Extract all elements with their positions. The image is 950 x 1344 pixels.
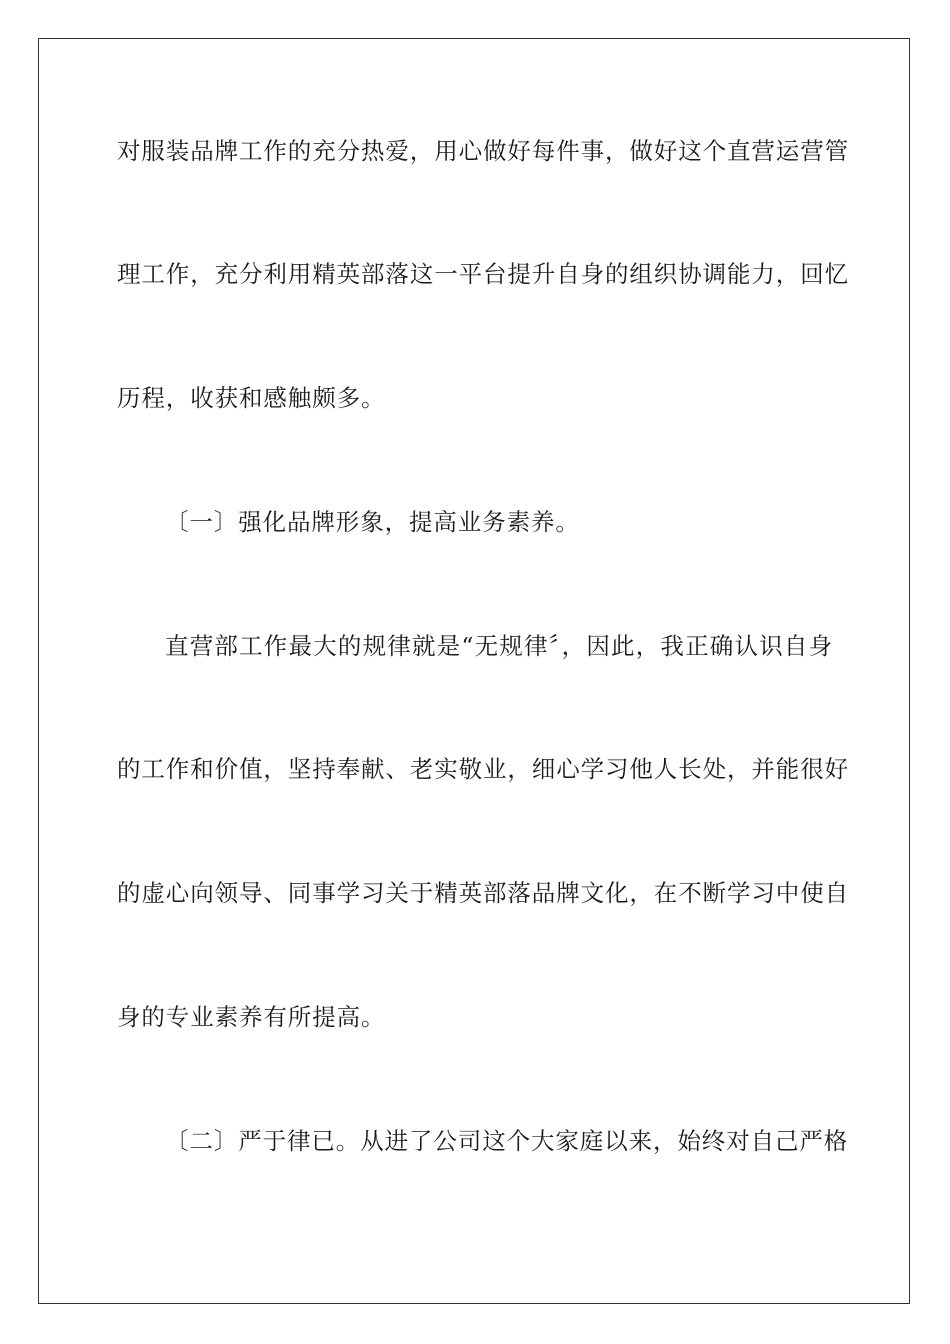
section-heading-1: 〔一〕强化品牌形象，提高业务素养。 [165,508,580,536]
page-border [38,38,910,1304]
paragraph-line-1: 对服装品牌工作的充分热爱，用心做好每件事，做好这个直营运营管 [117,137,849,165]
paragraph-line-3: 历程，收获和感触颇多。 [117,384,386,412]
paragraph-line-5: 的工作和价值，坚持奉献、老实敬业，细心学习他人长处，并能很好 [117,755,849,783]
paragraph-line-6: 的虚心向领导、同事学习关于精英部落品牌文化，在不断学习中使自 [117,879,849,907]
paragraph-line-7: 身的专业素养有所提高。 [117,1003,386,1031]
paragraph-line-2: 理工作，充分利用精英部落这一平台提升自身的组织协调能力，回忆 [117,260,849,288]
paragraph-line-4: 直营部工作最大的规律就是“无规律〞，因此，我正确认识自身 [165,632,833,660]
section-heading-2: 〔二〕严于律已。从进了公司这个大家庭以来，始终对自己严格 [165,1127,849,1155]
